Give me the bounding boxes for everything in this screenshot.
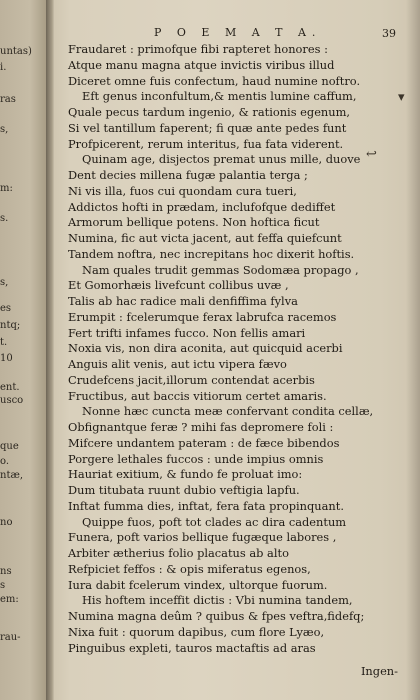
verse-line: Arbiter ætherius folio placatus ab alto: [68, 546, 289, 560]
left-margin-fragment: untas): [0, 46, 32, 57]
book-gutter: [46, 0, 54, 700]
verse-line: Nam quales trudit gemmas Sodomæa propago ,: [82, 262, 359, 277]
left-margin-fragment: s: [0, 580, 6, 591]
left-margin-fragment: o.: [0, 456, 10, 467]
verse-line: Numina magna deûm ? quibus & fpes veftra,fidefq;: [68, 609, 365, 623]
verse-line: Noxia vis, non dira aconita, aut quicquid acerbi: [68, 341, 343, 356]
verse-line: Addictos hofti in prædam, inclufofque dediffet: [68, 199, 336, 214]
left-margin-fragment: s.: [0, 213, 9, 224]
left-margin-fragment: que: [0, 441, 19, 452]
verse-line: Tandem noftra, nec increpitans hoc dixerit hoftis.: [68, 246, 355, 261]
left-margin-fragment: 10: [0, 353, 13, 364]
verse-line: Porgere lethales fuccos : unde impius omnis: [68, 451, 324, 466]
left-margin-fragment: s,: [0, 277, 9, 288]
margin-mark: ↩: [366, 147, 377, 162]
left-margin-fragment: i.: [0, 62, 7, 73]
left-margin-fragment: ntæ,: [0, 470, 24, 481]
verse-line: Fructibus, aut baccis vitiorum certet amaris.: [68, 388, 327, 403]
left-margin-fragment: es: [0, 303, 12, 314]
verse-line: Iura dabit fcelerum vindex, ultorque fuorum.: [68, 577, 328, 592]
verse-line: His hoftem inceffit dictis : Vbi numina tandem,: [82, 593, 353, 608]
running-title: P O E M A T A.: [154, 26, 322, 39]
verse-line: Fert trifti infames fucco. Non fellis amari: [68, 325, 306, 340]
verse-line: Et Gomorhæis livefcunt collibus uvæ ,: [68, 278, 289, 293]
verse-line: Armorum bellique potens. Non hoftica ficut: [68, 215, 320, 230]
left-margin-fragment: usco: [0, 395, 24, 406]
verse-line: Nonne hæc cuncta meæ confervant condita cellæ,: [82, 404, 374, 419]
margin-mark: ▾: [398, 90, 405, 105]
catchword: Ingen-: [360, 664, 398, 678]
verse-line: Dent decies millena fugæ palantia terga ;: [68, 168, 308, 182]
verse-line: Funera, poft varios bellique fugæque labores ,: [68, 530, 337, 545]
left-margin-fragment: no: [0, 517, 13, 528]
verse-line: Diceret omne fuis confectum, haud numine noftro.: [68, 73, 361, 88]
verse-line: Profpicerent, rerum interitus, fua fata viderent.: [68, 136, 344, 151]
verse-line: Dum titubata ruunt dubio veftigia lapfu.: [68, 483, 300, 497]
left-margin-fragment: ns: [0, 566, 12, 577]
verse-line: Quinam age, disjectos premat unus mille, duove: [82, 152, 361, 167]
verse-line: Ni vis illa, fuos cui quondam cura tueri,: [68, 183, 297, 198]
verse-line: Quippe fuos, poft tot clades ac dira cadentum: [82, 514, 347, 529]
page-shadow: [406, 0, 420, 700]
right-page: [54, 0, 420, 700]
verse-line: Erumpit : fcelerumque ferax labrufca racemos: [68, 309, 337, 324]
verse-line: Mifcere undantem pateram : de fæce bibendos: [68, 435, 340, 450]
verse-line: Numina, fic aut victa jacent, aut feffa quiefcunt: [68, 231, 342, 245]
verse-line: Hauriat exitium, & fundo fe proluat imo:: [68, 467, 303, 482]
left-margin-fragment: m:: [0, 183, 13, 194]
left-margin-fragment: ras: [0, 94, 16, 105]
left-margin-fragment: rau-: [0, 632, 21, 643]
left-page-edge: [0, 0, 48, 700]
verse-line: Eft genus inconfultum,& mentis lumine caffum,: [82, 89, 357, 104]
verse-line: Inftat fumma dies, inftat, fera fata propinquant.: [68, 498, 344, 513]
verse-line: Pinguibus expleti, tauros mactaftis ad aras: [68, 640, 316, 655]
verse-line: Talis ab hac radice mali denfiffima fylva: [68, 294, 298, 308]
verse-line: Atque manu magna atque invictis viribus illud: [68, 57, 335, 72]
verse-line: Nixa fuit : quorum dapibus, cum flore Lyæo,: [68, 624, 325, 639]
left-margin-fragment: ent.: [0, 382, 20, 393]
verse-line: Si vel tantillum faperent; fi quæ ante pedes funt: [68, 120, 347, 135]
left-margin-fragment: s,: [0, 124, 9, 135]
verse-line: Quale pecus tardum ingenio, & rationis egenum,: [68, 105, 351, 119]
verse-line: Anguis alit venis, aut ictu vipera fævo: [68, 357, 287, 371]
page-number: 39: [382, 27, 396, 40]
verse-line: Crudefcens jacit,illorum contendat acerbis: [68, 372, 315, 387]
verse-line: Obfignantque feræ ? mihi fas depromere foli :: [68, 420, 334, 434]
left-margin-fragment: em:: [0, 594, 19, 605]
verse-line: Fraudaret : primofque fibi rapteret honores :: [68, 42, 328, 56]
verse-line: Refpiciet feffos : & opis miferatus egenos,: [68, 561, 311, 576]
left-margin-fragment: ntq;: [0, 320, 21, 331]
left-margin-fragment: t.: [0, 337, 8, 348]
